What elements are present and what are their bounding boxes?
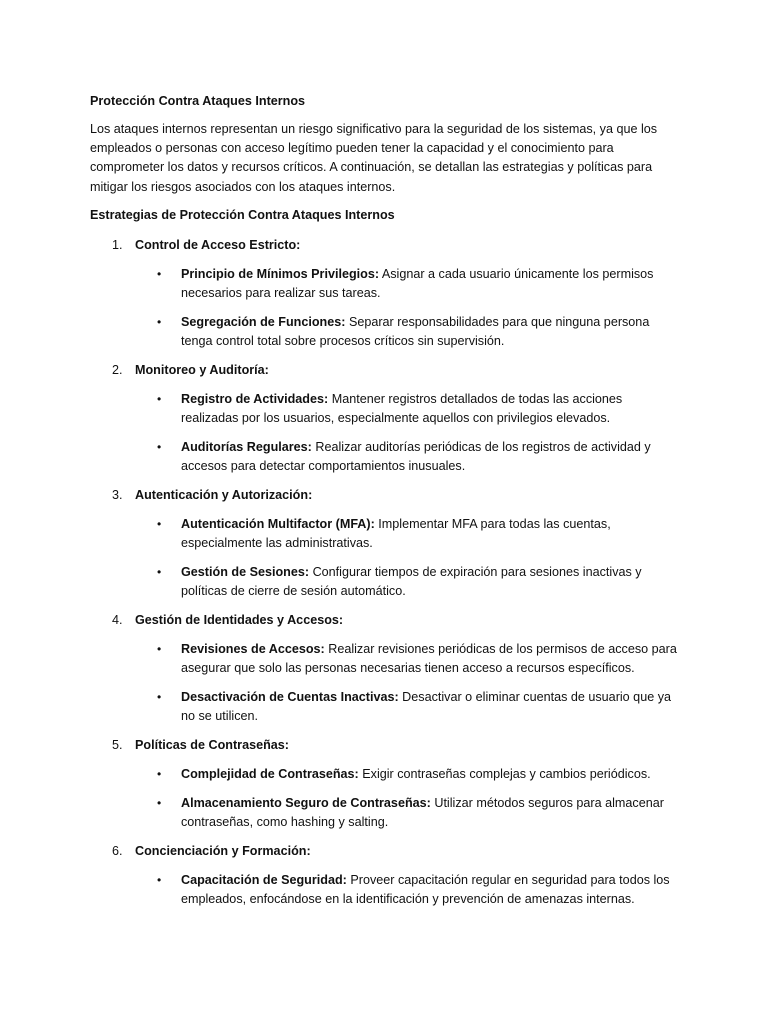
section-heading: Gestión de Identidades y Accesos: <box>135 613 344 627</box>
item-text: Configurar tiempos de expiración para sesiones inactivas y políticas de cierre de sesión automático. <box>181 565 642 599</box>
item-text: Realizar revisiones periódicas de los permisos de acceso para asegurar que solo las personas necesarias tienen acceso a recursos específicos. <box>181 642 677 676</box>
section-heading: Autenticación y Autorización: <box>135 488 313 502</box>
section-heading: Concienciación y Formación: <box>135 844 311 858</box>
intro-paragraph: Los ataques internos representan un riesgo significativo para la seguridad de los sistemas, ya que los empleados o personas con acceso legítimo pueden tener la capacidad y el conocimiento para comprometer los datos y recursos críticos. A continuación, se detallan las estrategias y políticas para mitigar los riesgos asociados con los ataques internos. <box>90 122 658 194</box>
bullet-icon: • <box>157 392 162 406</box>
item-label: Autenticación Multifactor (MFA): <box>181 517 375 531</box>
bullet-icon: • <box>157 440 162 454</box>
section-heading: Monitoreo y Auditoría: <box>135 363 269 377</box>
section-number: 3. <box>112 488 123 502</box>
item-text: Separar responsabilidades para que ninguna persona tenga control total sobre procesos críticos sin supervisión. <box>181 315 650 349</box>
section-heading: Políticas de Contraseñas: <box>135 738 289 752</box>
item-text: Implementar MFA para todas las cuentas, especialmente las administrativas. <box>181 517 611 551</box>
bullet-icon: • <box>157 873 162 887</box>
section-heading: Control de Acceso Estricto: <box>135 238 301 252</box>
document-title: Protección Contra Ataques Internos <box>90 94 306 108</box>
item-label: Registro de Actividades: <box>181 392 329 406</box>
bullet-icon: • <box>157 565 162 579</box>
section-number: 6. <box>112 844 123 858</box>
bullet-icon: • <box>157 315 162 329</box>
item-text: Mantener registros detallados de todas las acciones realizadas por los usuarios, especialmente aquellos con privilegios elevados. <box>181 392 623 426</box>
item-label: Capacitación de Seguridad: <box>181 873 347 887</box>
item-text: Realizar auditorías periódicas de los registros de actividad y accesos para detectar comportamientos inusuales. <box>181 440 651 474</box>
item-text: Exigir contraseñas complejas y cambios periódicos. <box>358 767 651 781</box>
bullet-icon: • <box>157 767 162 781</box>
bullet-icon: • <box>157 642 162 656</box>
item-label: Auditorías Regulares: <box>181 440 312 454</box>
item-text: Asignar a cada usuario únicamente los permisos necesarios para realizar sus tareas. <box>181 267 654 301</box>
section-number: 2. <box>112 363 123 377</box>
item-text: Proveer capacitación regular en seguridad para todos los empleados, enfocándose en la identificación y prevención de amenazas internas. <box>181 873 670 907</box>
item-label: Principio de Mínimos Privilegios: <box>181 267 380 281</box>
item-label: Segregación de Funciones: <box>181 315 346 329</box>
item-label: Desactivación de Cuentas Inactivas: <box>181 690 399 704</box>
bullet-icon: • <box>157 267 162 281</box>
section-number: 5. <box>112 738 123 752</box>
bullet-icon: • <box>157 517 162 531</box>
item-text: Utilizar métodos seguros para almacenar contraseñas, como hashing y salting. <box>181 796 664 830</box>
section-number: 1. <box>112 238 123 252</box>
item-label: Gestión de Sesiones: <box>181 565 310 579</box>
item-text: Desactivar o eliminar cuentas de usuario que ya no se utilicen. <box>181 690 671 724</box>
section-number: 4. <box>112 613 123 627</box>
item-label: Complejidad de Contraseñas: <box>181 767 359 781</box>
bullet-icon: • <box>157 690 162 704</box>
section-subtitle: Estrategias de Protección Contra Ataques Internos <box>90 208 395 222</box>
item-label: Almacenamiento Seguro de Contraseñas: <box>181 796 431 810</box>
bullet-icon: • <box>157 796 162 810</box>
item-label: Revisiones de Accesos: <box>181 642 325 656</box>
